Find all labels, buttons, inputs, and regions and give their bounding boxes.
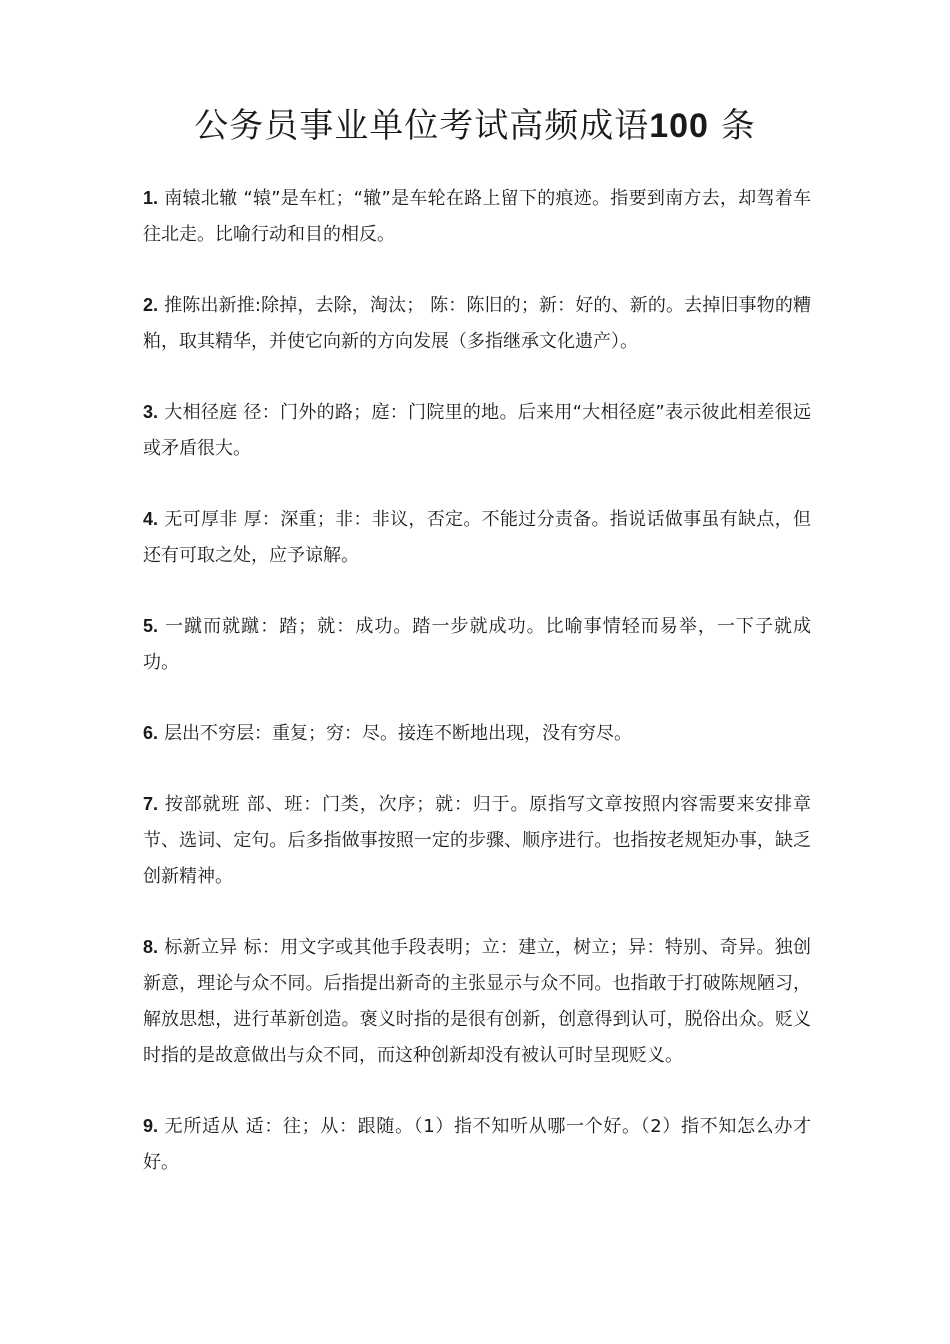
entry-number: 1. bbox=[143, 188, 159, 208]
entry-text: 按部就班 部、班：门类，次序；就：归于。原指写文章按照内容需要来安排章节、选词、定句。后多指做事按照一定的步骤、顺序进行。也指按老规矩办事，缺乏创新精神。 bbox=[143, 794, 811, 887]
entry-number: 5. bbox=[143, 616, 159, 636]
title-suffix: 条 bbox=[720, 106, 756, 146]
entry-number: 8. bbox=[143, 937, 159, 957]
list-item bbox=[143, 715, 811, 752]
idiom-list bbox=[143, 180, 811, 1215]
entry-number: 7. bbox=[143, 794, 159, 814]
entry-number: 4. bbox=[143, 509, 159, 529]
title-number: 100 bbox=[649, 107, 709, 145]
list-item bbox=[143, 608, 811, 681]
entry-text: 标新立异 标：用文字或其他手段表明；立：建立，树立；异：特别、奇异。独创新意，理论与众不同。后指提出新奇的主张显示与众不同。也指敢于打破陈规陋习，解放思想，进行革新创造。褒义时指的是很有创新，创意得到认可，脱俗出众。贬义时指的是故意做出与众不同，而这种创新却没有被认可时呈现贬义。 bbox=[143, 937, 811, 1066]
entry-text: 无可厚非 厚：深重；非：非议，否定。不能过分责备。指说话做事虽有缺点，但还有可取之处，应予谅解。 bbox=[143, 509, 811, 566]
list-item bbox=[143, 929, 811, 1074]
entry-number: 3. bbox=[143, 402, 159, 422]
entry-text: 南辕北辙 “辕”是车杠；“辙”是车轮在路上留下的痕迹。指要到南方去，却驾着车往北走。比喻行动和目的相反。 bbox=[143, 188, 811, 245]
entry-number: 9. bbox=[143, 1116, 159, 1136]
entry-text: 大相径庭 径：门外的路；庭：门院里的地。后来用“大相径庭”表示彼此相差很远或矛盾很大。 bbox=[143, 402, 811, 459]
entry-text: 一蹴而就蹴：踏；就：成功。踏一步就成功。比喻事情轻而易举，一下子就成功。 bbox=[143, 616, 811, 673]
list-item bbox=[143, 501, 811, 574]
page-title bbox=[0, 100, 950, 152]
list-item bbox=[143, 394, 811, 467]
entry-text: 推陈出新推:除掉，去除，淘汰； 陈：陈旧的；新：好的、新的。去掉旧事物的糟粕，取其精华，并使它向新的方向发展（多指继承文化遗产）。 bbox=[143, 295, 811, 352]
entry-number: 2. bbox=[143, 295, 159, 315]
list-item bbox=[143, 180, 811, 253]
entry-text: 无所适从 适：往；从：跟随。（1）指不知听从哪一个好。（2）指不知怎么办才好。 bbox=[143, 1116, 811, 1173]
list-item bbox=[143, 1108, 811, 1181]
list-item bbox=[143, 786, 811, 895]
entry-number: 6. bbox=[143, 723, 159, 743]
list-item bbox=[143, 287, 811, 360]
entry-text: 层出不穷层：重复；穷：尽。接连不断地出现，没有穷尽。 bbox=[164, 723, 633, 744]
title-prefix: 公务员事业单位考试高频成语 bbox=[194, 106, 650, 146]
